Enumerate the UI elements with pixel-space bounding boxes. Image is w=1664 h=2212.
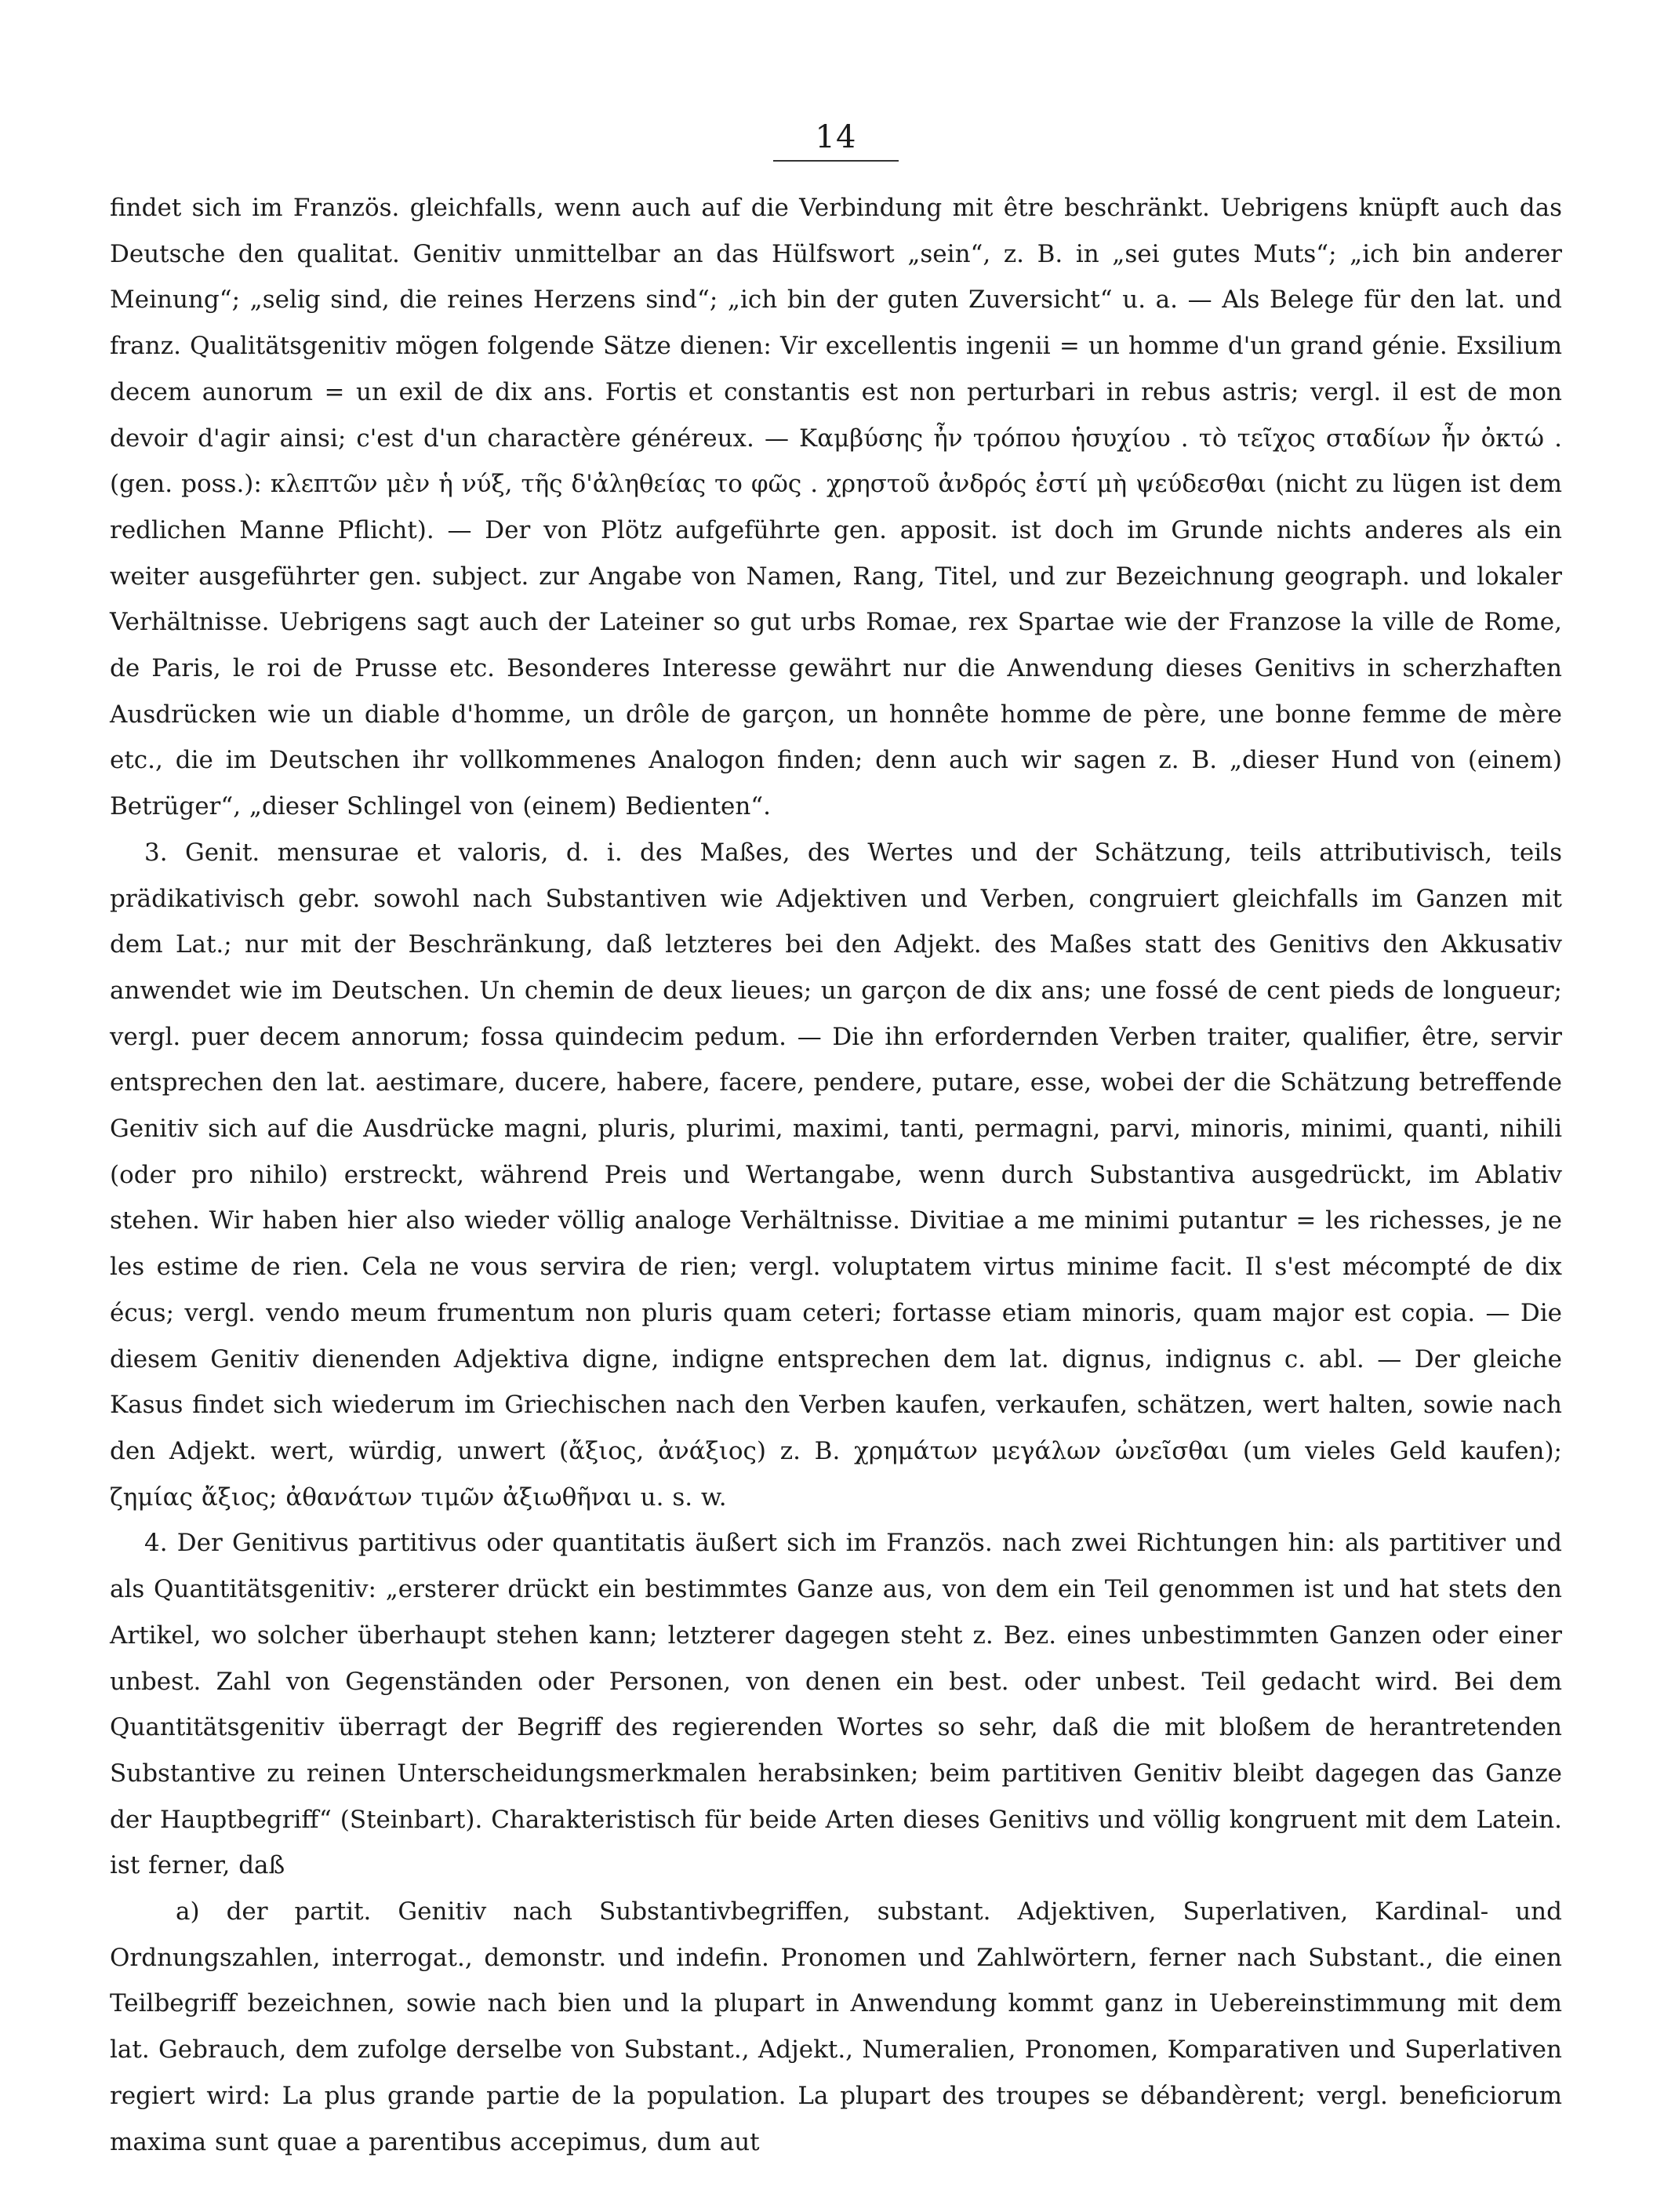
page-number: 14: [815, 119, 857, 155]
paragraph: findet sich im Französ. gleichfalls, wenn auch auf die Verbindung mit être beschränkt. Uebrigens knüpft auch das Deutsche den qualitat. Genitiv unmittelbar an das Hülfswort „sein“, z. B. in „sei gutes Muts“; „ich bin anderer Meinung“; „selig sind, die reines Herzens sind“; „ich bin der guten Zuversicht“ u. a. — Als Belege für den lat. und franz. Qualitätsgenitiv mögen folgende Sätze dienen: Vir excellentis ingenii = un homme d'un grand génie. Exsilium decem aunorum = un exil de dix ans. Fortis et constantis est non perturbari in rebus astris; vergl. il est de mon devoir d'agir ainsi; c'est d'un charactère généreux. — Καμβύσης ἦν τρόπου ἡσυχίου . τὸ τεῖχος σταδίων ἦν ὀκτώ . (gen. poss.): κλεπτῶν μὲν ἡ νύξ, τῆς δ'ἀληθείας το φῶς . χρηστοῦ ἀνδρός ἐστί μὴ ψεύδεσθαι (nicht zu lügen ist dem redlichen Manne Pflicht). — Der von Plötz aufgeführte gen. apposit. ist doch im Grunde nichts anderes als ein weiter ausgeführter gen. subject. zur Angabe von Namen, Rang, Titel, und zur Bezeichnung geograph. und lokaler Verhältnisse. Uebrigens sagt auch der Lateiner so gut urbs Romae, rex Spartae wie der Franzose la ville de Rome, de Paris, le roi de Prusse etc. Besonderes Interesse gewährt nur die Anwendung dieses Genitivs in scherzhaften Ausdrücken wie un diable d'homme, un drôle de garçon, un honnête homme de père, une bonne femme de mère etc., die im Deutschen ihr vollkommenes Analogon finden; denn auch wir sagen z. B. „dieser Hund von (einem) Betrüger“, „dieser Schlingel von (einem) Bedienten“.: [110, 194, 1562, 821]
paragraph: 3. Genit. mensurae et valoris, d. i. des Maßes, des Wertes und der Schätzung, teils attributivisch, teils prädikativisch gebr. sowohl nach Substantiven wie Adjektiven und Verben, congruiert gleichfalls im Ganzen mit dem Lat.; nur mit der Beschränkung, daß letzteres bei den Adjekt. des Maßes statt des Genitivs den Akkusativ anwendet wie im Deutschen. Un chemin de deux lieues; un garçon de dix ans; une fossé de cent pieds de longueur; vergl. puer decem annorum; fossa quindecim pedum. — Die ihn erfordernden Verben traiter, qualifier, être, servir entsprechen den lat. aestimare, ducere, habere, facere, pendere, putare, esse, wobei der die Schätzung betreffende Genitiv sich auf die Ausdrücke magni, pluris, plurimi, maximi, tanti, permagni, parvi, minoris, minimi, quanti, nihili (oder pro nihilo) erstreckt, während Preis und Wertangabe, wenn durch Substantiva ausgedrückt, im Ablativ stehen. Wir haben hier also wieder völlig analoge Verhältnisse. Divitiae a me minimi putantur = les richesses, je ne les estime de rien. Cela ne vous servira de rien; vergl. voluptatem virtus minime facit. Il s'est mécompté de dix écus; vergl. vendo meum frumentum non pluris quam ceteri; fortasse etiam minoris, quam major est copia. — Die diesem Genitiv dienenden Adjektiva digne, indigne entsprechen dem lat. dignus, indignus c. abl. — Der gleiche Kasus findet sich wiederum im Griechischen nach den Verben kaufen, verkaufen, schätzen, wert halten, sowie nach den Adjekt. wert, würdig, unwert (ἄξιος, ἀνάξιος) z. B. χρημάτων μεγάλων ὠνεῖσθαι (um vieles Geld kaufen); ζημίας ἄξιος; ἀθανάτων τιμῶν ἀξιωθῆναι u. s. w.: [110, 838, 1562, 1512]
body-text: [110, 185, 1562, 2165]
header-rule: [773, 160, 899, 162]
paragraph: a) der partit. Genitiv nach Substantivbegriffen, substant. Adjektiven, Superlativen, Kardinal- und Ordnungszahlen, interrogat., demonstr. und indefin. Pronomen und Zahlwörtern, ferner nach Substant., die einen Teilbegriff bezeichnen, sowie nach bien und la plupart in Anwendung kommt ganz in Uebereinstimmung mit dem lat. Gebrauch, dem zufolge derselbe von Substant., Adjekt., Numeralien, Pronomen, Komparativen und Superlativen regiert wird: La plus grande partie de la population. La plupart des troupes se débandèrent; vergl. beneficiorum maxima sunt quae a parentibus accepimus, dum aut: [110, 1897, 1562, 2156]
paragraph: 4. Der Genitivus partitivus oder quantitatis äußert sich im Französ. nach zwei Richtungen hin: als partitiver und als Quantitätsgenitiv: „ersterer drückt ein bestimmtes Ganze aus, von dem ein Teil genommen ist und hat stets den Artikel, wo solcher überhaupt stehen kann; letzterer dagegen steht z. Bez. eines unbestimmten Ganzen oder einer unbest. Zahl von Gegenständen oder Personen, von denen ein best. oder unbest. Teil gedacht wird. Bei dem Quantitätsgenitiv überragt der Begriff des regierenden Wortes so sehr, daß die mit bloßem de herantretenden Substantive zu reinen Unterscheidungsmerkmalen herabsinken; beim partitiven Genitiv bleibt dagegen das Ganze der Hauptbegriff“ (Steinbart). Charakteristisch für beide Arten dieses Genitivs und völlig kongruent mit dem Latein. ist ferner, daß: [110, 1529, 1562, 1880]
document-page: [110, 118, 1562, 2165]
